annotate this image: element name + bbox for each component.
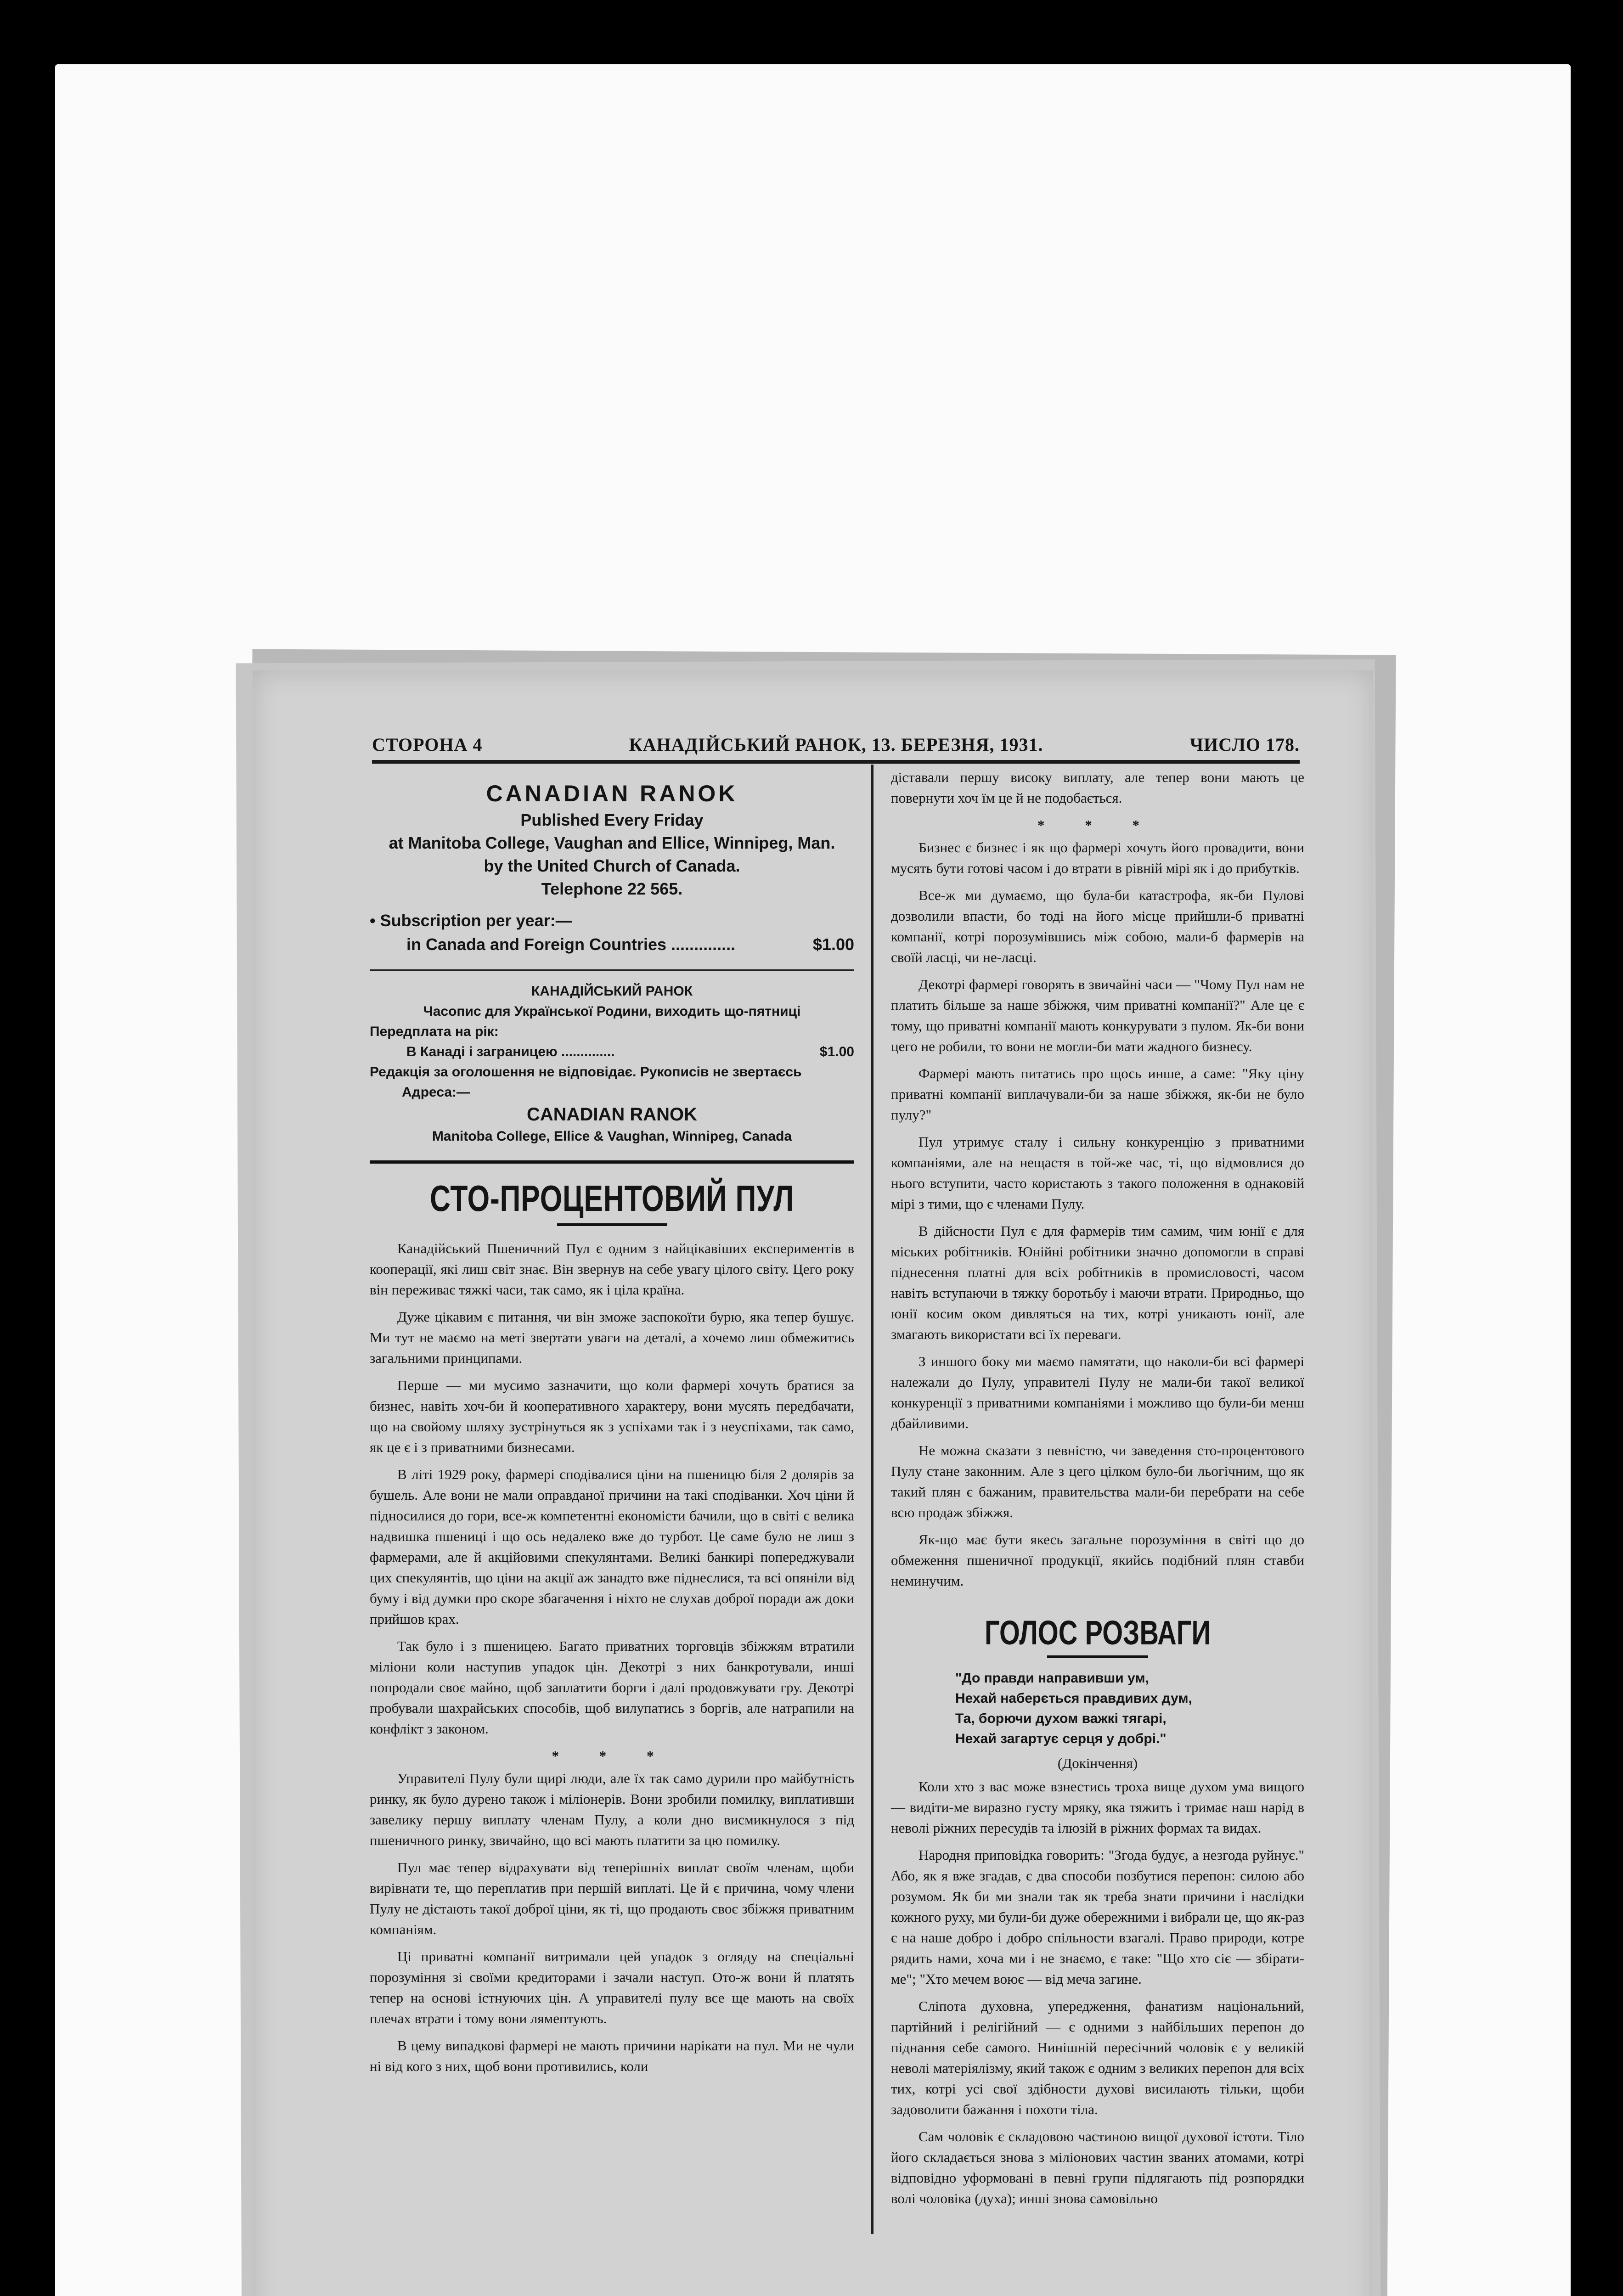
masthead-line: by the United Church of Canada.	[484, 856, 740, 875]
paragraph: Перше — ми мусимо зазначити, що коли фармері хочуть братися за бизнес, навіть хоч-би й кооперативного характеру, вони мусять передбачати, що на свойому шляху зустрінуться як з успіхами так і з неуспіхами, так само, як це є і з приватними бизнесами.	[370, 1377, 854, 1455]
section-separator: * * *	[1037, 817, 1158, 833]
masthead-line: Published Every Friday	[520, 810, 704, 829]
masthead-line: Передплата на рік:	[370, 1024, 499, 1039]
paragraph: Ці приватні компанії витримали цей упадок з огляду на спеціальні порозуміння зі своїми кредиторами і зачали наступ. Ото-ж вони й платять тепер на основі істнуючих цін. А управителі пулу все ще мають на своїх плечах втрати і тому вони лямептують.	[370, 1948, 854, 2026]
subscription-label: • Subscription per year:—	[370, 911, 572, 930]
masthead-telephone: Telephone 22 565.	[541, 879, 683, 898]
paragraph: Пул утримує сталу і сильну конкуренцію з приватними компаніями, але на нещастя в той-же час, ті, що відмовлися до нього вступити, часто користають з такого положення в однаковій мірі з тими, що є членами Пулу.	[891, 1134, 1304, 1212]
paragraph: Все-ж ми думаємо, що була-би катастрофа, як-би Пулові дозволили впасти, бо тоді на його місце прийшли-б приватні компанії, котрі порозумівшись між собою, мали-б фармерів на своїй ласці, чи не-ласці.	[891, 887, 1304, 965]
masthead-line: Редакція за оголошення не відповідає. Рукописів не звертаєсь	[370, 1064, 802, 1080]
paragraph: В цему випадкові фармері не мають причини нарікати на пул. Ми не чули ні від кого з них, щоб вони противились, коли	[370, 2037, 854, 2074]
paragraph: Управителі Пулу були щирі люди, але їх так само дурили про майбутність ринку, як було дурено також і міліонерів. Вони зробили помилку, виплативши завелику першу виплату членам Пулу, а коли дно висмикнулося з під пшеничного ринку, звичайно, що всі мають платити за цю помилку.	[370, 1770, 854, 1848]
paragraph: Канадійський Пшеничний Пул є одним з найцікавіших експериментів в кооперації, які лиш світ знає. Він звернув на себе увагу цілого світу. Цего року він переживає тяжкі часи, так само, як і ціла країна.	[370, 1240, 854, 1298]
address-title: CANADIAN RANOK	[526, 1104, 698, 1125]
price-value: $1.00	[819, 1044, 854, 1059]
paragraph: В дійсности Пул є для фармерів тим самим, чим юнії є для міських робітників. Юнійні робітники значно допомогли в справі піднесення платні для всіх робітників в промисловості, часом навіть вступаючи в тяжку боротьбу і маючи втрати. Природньо, що юнії косим оком дивляться на тих, котрі уникають юнії, але змагають використати всі їх переваги.	[891, 1223, 1304, 1342]
paragraph: Як-що має бути якесь загальне порозуміння в світі що до обмеження пшеничної продукції, якийсь подібний плян ставби неминучим.	[891, 1531, 1304, 1589]
epigraph-line: Нехай наберється правдивих дум,	[955, 1691, 1192, 1706]
column-rule	[871, 765, 873, 2234]
paragraph: Пул має тепер відрахувати від теперішніх виплат своїм членам, щоби вирівнати те, що переплатив при першій виплаті. Це й є причина, чому члени Пулу не дістають такої доброї ціни, як ті, що продають своє збіжжя приватним компаніям.	[370, 1859, 854, 1937]
address-line: Manitoba College, Ellice & Vaughan, Winnipeg, Canada	[432, 1129, 792, 1144]
paragraph: Так було і з пшеницею. Багато приватних торговців збіжжям втратили міліони коли наступив упадок цін. Декотрі з них банкротували, инші попродали своє майно, щоб заплатити борги і далі продовжувати гру. Декотрі пробували шахрайських способів, щоб вилупатись з боргів, але натрапили на конфлікт з законом.	[370, 1638, 854, 1737]
masthead-line: at Manitoba College, Vaughan and Ellice, Winnipeg, Man.	[389, 833, 835, 852]
paragraph: діставали першу високу виплату, але тепер вони мають це повернути хоч їм це й не подобається.	[891, 769, 1304, 806]
article-heading-2: ГОЛОС РОЗВАГИ	[984, 1614, 1211, 1652]
masthead-title: CANADIAN RANOK	[486, 781, 738, 806]
article-heading: СТО-ПРОЦЕНТОВИЙ ПУЛ	[430, 1178, 794, 1219]
heading-underline	[1047, 1655, 1148, 1658]
heading-underline	[557, 1223, 667, 1226]
page-number: СТОРОНА 4	[372, 734, 483, 755]
epigraph	[891, 1668, 1304, 1749]
article-body	[370, 1238, 854, 2077]
paragraph: Народня приповідка говорить: "Згода будує, а незгода руйнує." Або, як я вже згадав, є два способи позбутися перепон: силою або розумом. Як би ми знали так як треба знати причини і наслідки кожного руху, ми були-би дуже обережними і вибрали це, що як-раз є на наше добро і добро спільности взагалі. Право природи, котре рядить нами, хоча ми і не знаємо, є таке: "Що хто сіє — збірати-ме"; "Хто мечем воює — від меча загине.	[891, 1847, 1304, 1987]
paragraph: Сам чоловік є складовою частиною вищої духової істоти. Тіло його складається знова з міліонових частин званих атомами, котрі відповідно уформовані в певні групи підлягають під розпорядки волі чоловіка (духа); инші знова самовільно	[891, 2128, 1304, 2206]
header-rule	[372, 760, 1300, 764]
masthead-ukrainian	[370, 981, 854, 1147]
paragraph: З иншого боку ми маємо памятати, що наколи-би всі фармері належали до Пулу, управителі Пулу не мали-би такої великої конкуренції з приватними компаніями і можливо що були-би менш дбайливими.	[891, 1353, 1304, 1431]
masthead-title-uk: КАНАДІЙСЬКИЙ РАНОК	[531, 984, 693, 999]
subscription-price: $1.00	[812, 935, 854, 954]
right-column	[891, 767, 1304, 2215]
paragraph: Коли хто з вас може взнестись троха вище духом ума вищого — видіти-ме виразно густу мряку, яка тяжить і тримає наш нарід в неволі ріжних пересудів та ілюзій в ріжних формах та видах.	[891, 1778, 1304, 1836]
divider	[370, 1160, 854, 1164]
newspaper-page	[253, 670, 1373, 2296]
paragraph: Декотрі фармері говорять в звичайні часи — "Чому Пул нам не платить більше за наше збіжжя, чим приватні компанії?" Але це є тому, що приватні компанії мають конкурувати з пулом. Як-би вони цего не робили, то вони не могли-би мати жадного бизнесу.	[891, 976, 1304, 1054]
issue-number: ЧИСЛО 178.	[1189, 734, 1300, 755]
price-where: В Канаді і заграницею ..............	[406, 1044, 615, 1059]
continuation-note: (Докінчення)	[1057, 1755, 1138, 1771]
masthead-english	[370, 778, 854, 900]
epigraph-line: Та, борючи духом важкі тягарі,	[955, 1711, 1167, 1726]
price-row	[370, 1042, 854, 1062]
address-label: Адреса:—	[402, 1085, 471, 1100]
left-column	[370, 767, 854, 2083]
subscription-price-row	[370, 933, 854, 957]
paragraph: Бизнес є бизнес і як що фармері хочуть його провадити, вони мусять бути готові часом і до втрати в рівній мірі як і до прибутків.	[891, 839, 1304, 876]
paragraph: В літі 1929 року, фармері сподівалися ціни на пшеницю біля 2 долярів за бушель. Але вони не мали оправданої причини на такі сподіванки. Хоч ціни й підносилися до гори, все-ж компетентні економісти бачили, що в світі є велика надвишка пшениці і що ось недалеко вже до турбот. Це саме було не лиш з фармерами, але й акційовими спекулянтами. Великі банкирі попереджували цих спекулянтів, що ціни на акції аж занадто вже піднеслися, та всі опяніли від буму і від думки про скоре збагачення і ніхто не слухав доброї поради аж доки прийшов крах.	[370, 1466, 854, 1627]
newspaper-name-date: КАНАДІЙСЬКИЙ РАНОК, 13. БЕРЕЗНЯ, 1931.	[629, 734, 1043, 755]
epigraph-line: Нехай загартує серця у добрі."	[955, 1731, 1167, 1746]
section-separator: * * *	[552, 1748, 672, 1764]
paragraph: Сліпота духовна, упередження, фанатизм національний, партійний і релігійний — є одними з найбільших перепон до піднання себе самого. Нинішній пересічний чоловік є у великій неволі матеріялізму, який також є одним з великих перепон для всіх тих, котрі усі свої здібности духові висилають тільки, щоби задоволити бажання і похоти тіла.	[891, 1998, 1304, 2117]
page-header	[372, 723, 1300, 755]
divider	[370, 969, 854, 971]
paragraph: Фармері мають питатись про щось инше, а саме: "Яку ціну приватні компанії виплачували-би за наше збіжжя, як-би не було пулу?"	[891, 1065, 1304, 1123]
masthead-line: Часопис для Української Родини, виходить що-пятниці	[423, 1004, 801, 1019]
epigraph-line: "До правди направивши ум,	[955, 1671, 1149, 1686]
paragraph: Дуже цікавим є питання, чи він зможе заспокоїти бурю, яка тепер бушує. Ми тут не маємо на меті звертати уваги на деталі, а хочемо лиш обмежитись загальними принципами.	[370, 1309, 854, 1366]
paragraph: Не можна сказати з певністю, чи заведення сто-процентового Пулу стане законним. Але з цего цілком було-би льогічним, що як такий плян є бажаним, правительства мали-би перебрати на себе всю продаж збіжжя.	[891, 1442, 1304, 1520]
subscription-where: in Canada and Foreign Countries ..............	[406, 935, 736, 954]
